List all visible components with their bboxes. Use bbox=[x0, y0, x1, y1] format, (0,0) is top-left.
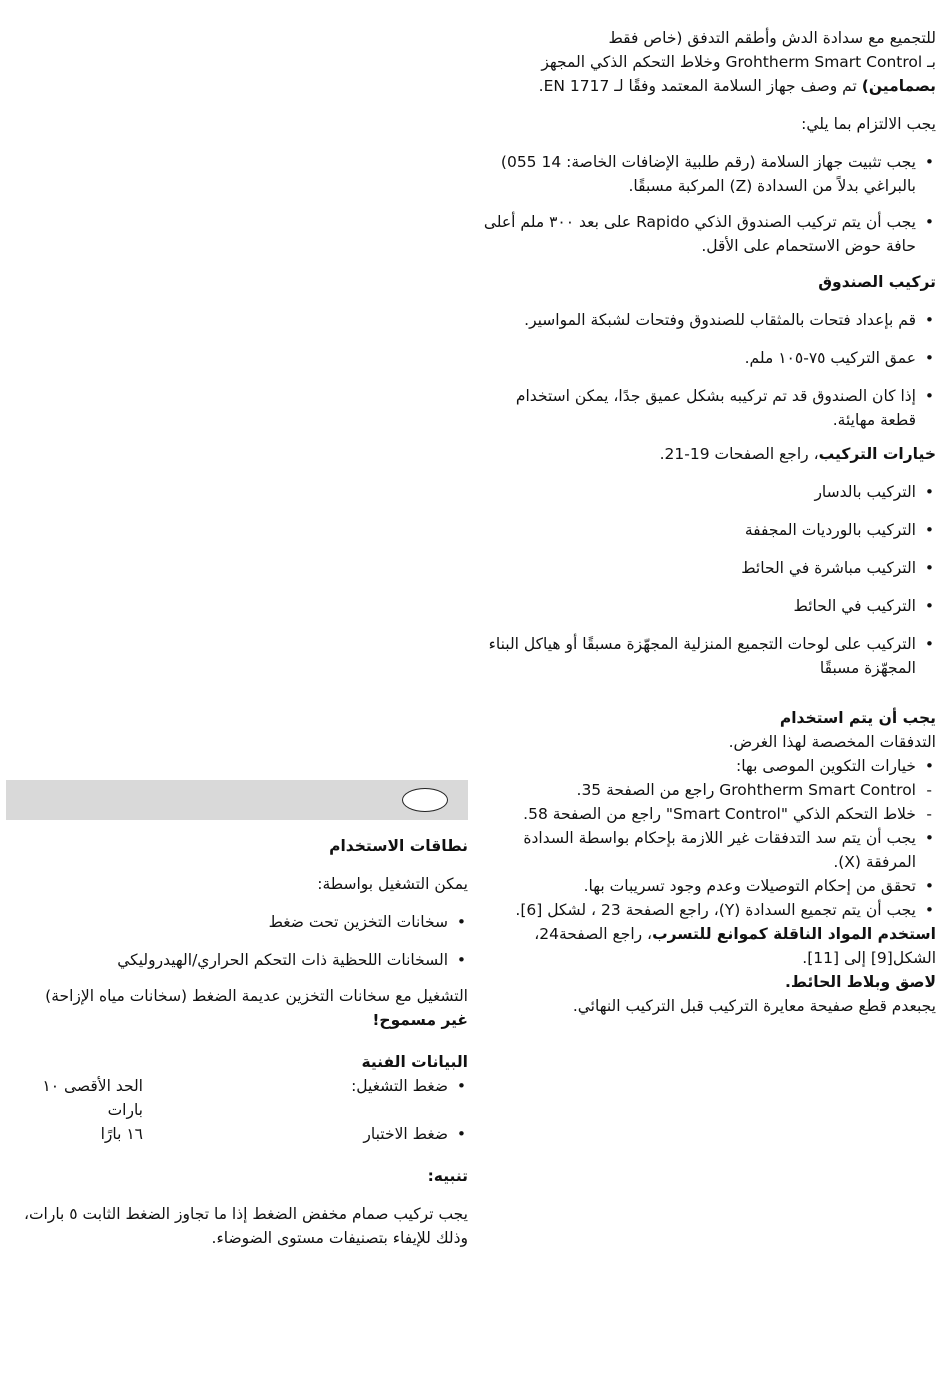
usage-list bbox=[6, 910, 468, 972]
list-item: • قم بإعداد فتحات بالمثقاب للصندوق وفتحات لشبكة المواسير. bbox=[478, 308, 936, 332]
tech-heading: البيانات الفنية bbox=[361, 1053, 468, 1071]
adhesive-heading: لاصق وبلاط الحائط. bbox=[784, 973, 936, 991]
unpressurized-text: التشغيل مع سخانات التخزين عديمة الضغط (سخانات مياه الإزاحة) bbox=[45, 987, 468, 1005]
spec-label: • ضغط التشغيل: bbox=[351, 1077, 448, 1095]
intro-line-1: للتجميع مع سدادة الدش وأطقم التدفق (خاص فقط bbox=[608, 29, 936, 47]
list-item: • التركيب مباشرة في الحائط bbox=[478, 556, 936, 580]
not-allowed: غير مسموح! bbox=[372, 1011, 468, 1029]
options-line bbox=[478, 442, 936, 466]
spec-label: • ضغط الاختبار bbox=[363, 1125, 448, 1143]
notice-heading: تنبيه: bbox=[427, 1167, 468, 1185]
final-line: يجبعدم قطع صفيحة معايرة التركيب قبل التركيب النهائي. bbox=[572, 997, 936, 1015]
notice-text: يجب تركيب صمام مخفض الضغط إذا ما تجاوز الضغط الثابت ٥ بارات، وذلك للإيفاء بتصنيفات مستوى الضوضاء. bbox=[23, 1205, 468, 1247]
compliance-list bbox=[478, 150, 936, 258]
sealant-line bbox=[478, 922, 936, 970]
spec-value: ١٦ بارًا bbox=[100, 1125, 143, 1143]
list-item: • يجب أن يتم سد التدفقات غير اللازمة بإحكام بواسطة السدادة المرفقة (X). bbox=[478, 826, 936, 874]
list-item: • خيارات التكوين الموصى بها: bbox=[478, 754, 936, 778]
list-item: - خلاط التحكم الذكي "Smart Control" راجع من الصفحة 58. bbox=[478, 802, 936, 826]
box-heading: تركيب الصندوق bbox=[818, 273, 936, 291]
spec-value: الحد الأقصى ١٠ بارات bbox=[42, 1077, 143, 1119]
list-item: • يجب أن يتم تجميع السدادة (Y)، راجع الصفحة 23 ، لشكل [6]. bbox=[478, 898, 936, 922]
list-item: • يجب تثبيت جهاز السلامة (رقم طلبية الإضافات الخاصة: 14 055) بالبراغي بدلاً من السدادة (Z) المركبة مسبقًا. bbox=[478, 150, 936, 198]
box-list bbox=[478, 308, 936, 432]
intro-bold: بصمامين) bbox=[861, 77, 936, 95]
options-bold: خيارات التركيب bbox=[818, 445, 936, 463]
list-item: • التركيب بالورديات المجففة bbox=[478, 518, 936, 542]
options-list bbox=[478, 480, 936, 680]
usage-heading: نطاقات الاستخدام bbox=[329, 837, 468, 855]
list-item: • سخانات التخزين تحت ضغط bbox=[6, 910, 468, 934]
list-item: • التركيب في الحائط bbox=[478, 594, 936, 618]
spec-row-test-pressure bbox=[6, 1122, 468, 1146]
must-use-heading: يجب أن يتم استخدام bbox=[779, 709, 936, 727]
list-item: • يجب أن يتم تركيب الصندوق الذكي Rapido على بعد ٣٠٠ ملم أعلى حافة حوض الاستحمام على الأقل. bbox=[478, 210, 936, 258]
sealant-rest: ، راجع الصفحة24، الشكل[9] إلى [11]. bbox=[534, 925, 936, 967]
specs-list bbox=[6, 1074, 468, 1146]
list-item: • التركيب بالدسار bbox=[478, 480, 936, 504]
intro-rest: تم وصف جهاز السلامة المعتمد وفقًا لـ EN 1717. bbox=[538, 77, 862, 95]
intro-line-3 bbox=[478, 74, 936, 98]
list-item: • السخانات اللحظية ذات التحكم الحراري/الهيدروليكي bbox=[6, 948, 468, 972]
list-item: • التركيب على لوحات التجميع المنزلية المجهّزة مسبقًا أو هياكل البناء المجهّزة مسبقًا bbox=[478, 632, 936, 680]
list-item: • عمق التركيب ٧٥-١٠٥ ملم. bbox=[478, 346, 936, 370]
oval-icon bbox=[402, 788, 448, 812]
options-rest: ، راجع الصفحات 19-21. bbox=[659, 445, 819, 463]
usage-intro: يمكن التشغيل بواسطة: bbox=[317, 875, 468, 893]
intro-line-2: بـ Grohtherm Smart Control وخلاط التحكم الذكي المجهز bbox=[541, 53, 936, 71]
compliance-intro: يجب الالتزام بما يلي: bbox=[801, 115, 936, 133]
left-column bbox=[6, 780, 468, 1250]
list-item: • تحقق من إحكام التوصيلات وعدم وجود تسريبات بها. bbox=[478, 874, 936, 898]
config-list bbox=[478, 754, 936, 922]
info-bar bbox=[6, 780, 468, 820]
must-use-rest: التدفقات المخصصة لهذا الغرض. bbox=[728, 733, 936, 751]
list-item: - Grohtherm Smart Control راجع من الصفحة 35. bbox=[478, 778, 936, 802]
sealant-bold: استخدم المواد الناقلة كموانع للتسرب bbox=[652, 925, 936, 943]
right-column bbox=[478, 26, 936, 1018]
list-item: • إذا كان الصندوق قد تم تركيبه بشكل عميق جدًا، يمكن استخدام قطعة مهايئة. bbox=[478, 384, 936, 432]
spec-row-operating-pressure bbox=[6, 1074, 468, 1122]
